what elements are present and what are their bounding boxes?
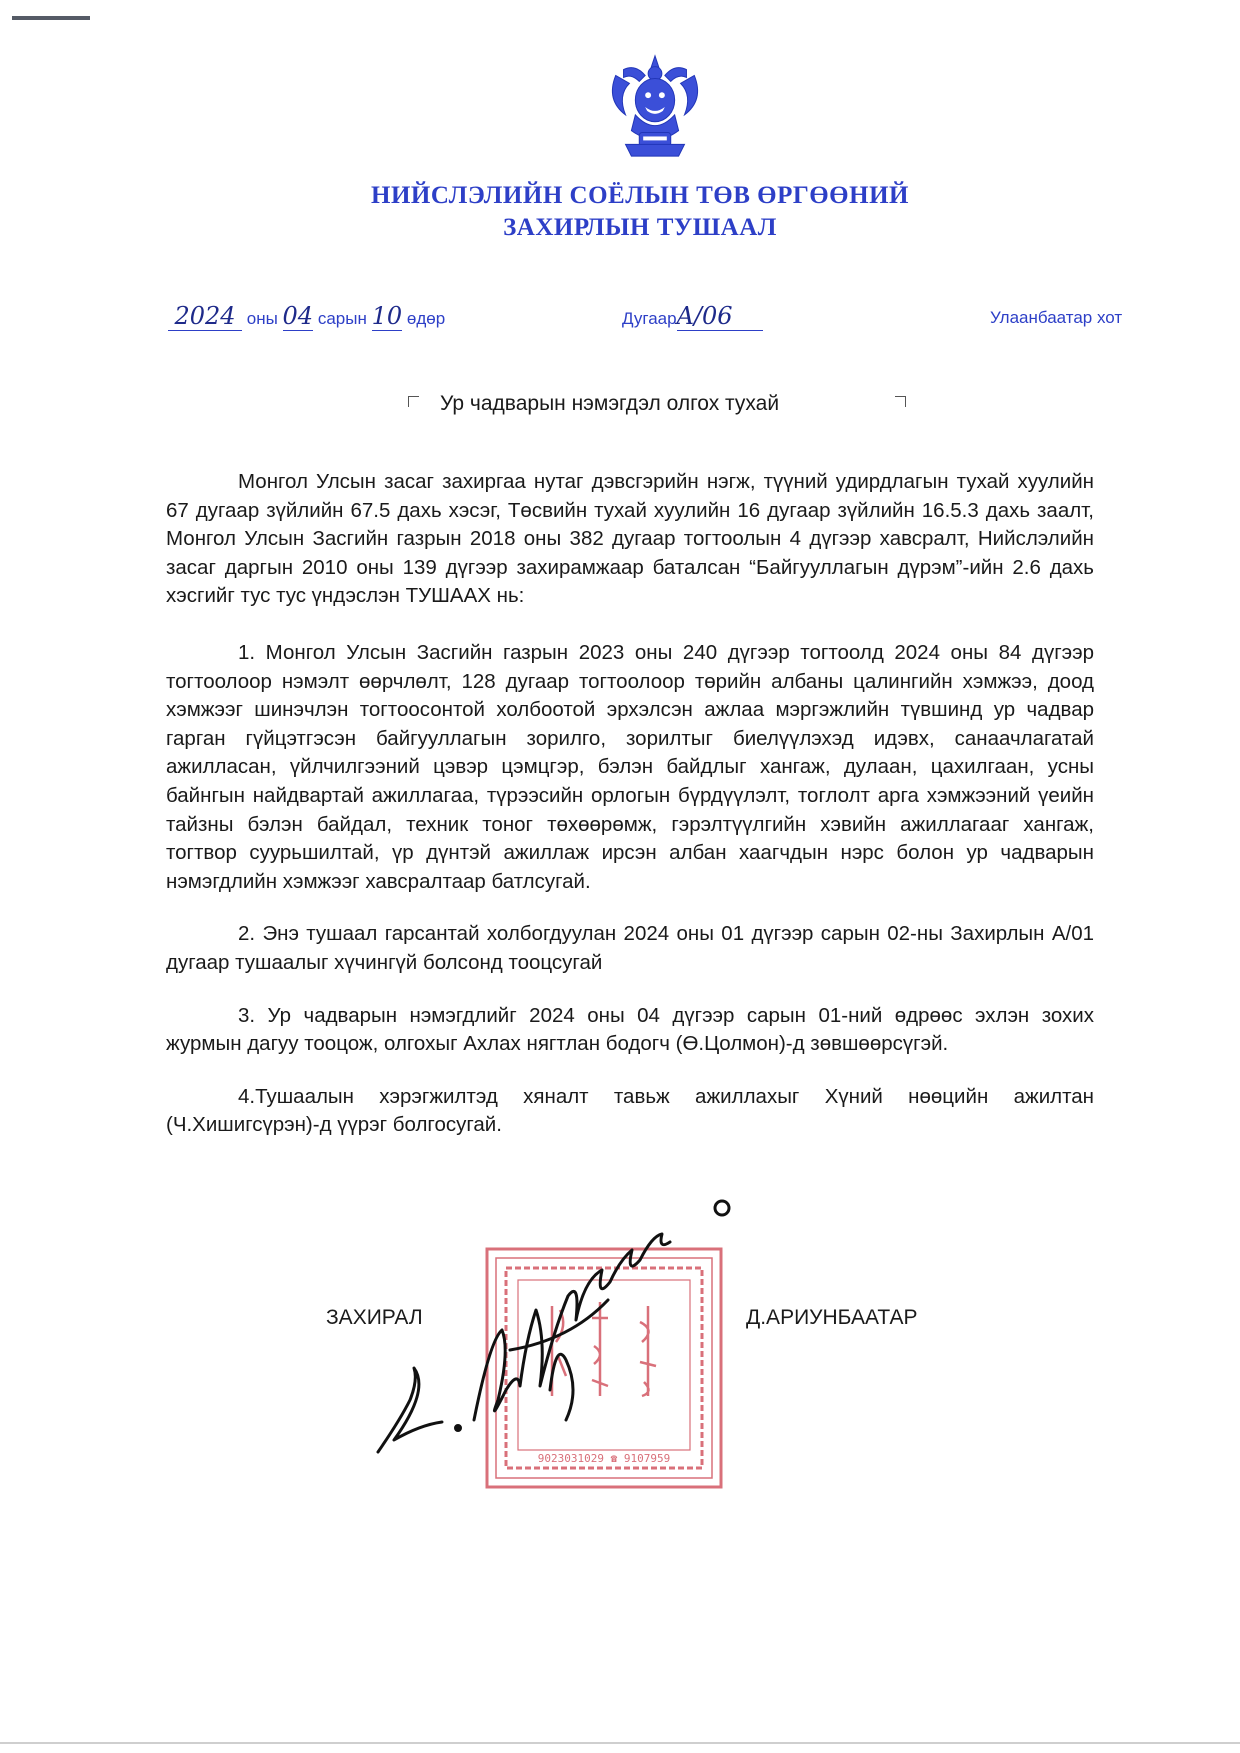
document-body xyxy=(166,468,1094,1164)
scan-edge-line xyxy=(0,1742,1240,1744)
order-item-3: 3. Ур чадварын нэмэгдлийг 2024 оны 04 дүгээр сарын 01-ний өдрөөс эхлэн зохих журмын дагуу тооцож, олгохыг Ахлах нягтлан бодогч (Ө.Цолмон)-д зөвшөөрсүгэй. xyxy=(166,1003,1094,1056)
order-item-2: 2. Энэ тушаал гарсантай холбогдуулан 2024 оны 01 дүгээр сарын 02-ны Захирлын А/01 дугаар тушаалыг хүчингүй болсонд тооцсугай xyxy=(166,922,1094,974)
date-line xyxy=(168,302,445,331)
order-label: Дугаар xyxy=(622,309,677,328)
handwritten-signature xyxy=(370,1190,740,1470)
order-item-4: 4.Тушаалын хэрэгжилтэд хяналт тавьж ажиллахыг Хүний нөөцийн ажилтан (Ч.Хишигсүрэн)-д үүрэг болгосугай. xyxy=(166,1084,1094,1137)
org-title-line1: НИЙСЛЭЛИЙН СОЁЛЫН ТӨВ ӨРГӨӨНИЙ xyxy=(371,182,909,209)
year-suffix: оны xyxy=(246,309,278,328)
month-suffix: сарын xyxy=(317,309,367,328)
day-suffix: өдөр xyxy=(406,309,446,328)
order-item-1: 1. Монгол Улсын Засгийн газрын 2023 оны 240 дүгээр тогтоолд 2024 оны 84 дүгээр тогтоолоор нэмэлт өөрчлөлт, 128 дугаар тогтоолоор төрийн албаны цалингийн хэмжээ, доод хэмжээг шинэчлэн тогтоосонтой холбоотой эрхэлсэн ажлаа мэргэжлийн түвшинд ур чадвар гарган гүйцэтгэсэн байгууллагын зорилго, зорилтыг биелүүлэхэд идэвх, санаачлагатай ажилласан, үйлчилгээний цэвэр цэмцгэр, бэлэн байдлыг хангаж, дулаан, цахилгаан, усны байнгын найдвартай ажиллагаа, түрээсийн орлогын бүрдүүлэлт, тоглолт арга хэмжээний үеийн тайзны бэлэн байдал, техник тоног төхөөрөмж, гэрэлтүүлгийн хэвийн ажиллагааг хангаж, тогтвор суурьшилтай, үр дүнтэй ажиллаж ирсэн албан хаагчдын нэрс болон ур чадварын нэмэгдлийн хэмжээг хавсралтаар батлсугай. xyxy=(166,640,1094,893)
signatory-position: ЗАХИРАЛ xyxy=(326,1306,423,1329)
scan-artifact-mark xyxy=(12,16,90,20)
subject-bracket-left xyxy=(408,396,419,407)
date-day: 10 xyxy=(371,302,403,330)
preamble-paragraph: Монгол Улсын засаг захиргаа нутаг дэвсгэрийн нэгж, түүний удирдлагын тухай хуулийн 67 дугаар зүйлийн 67.5 дахь хэсэг, Төсвийн тухай хуулийн 16 дугаар зүйлийн 16.5.3 дахь заалт, Монгол Улсын Засгийн газрын 2018 оны 382 дугаар тогтоолын 4 дүгээр хавсралт, Нийслэлийн засаг даргын 2010 оны 139 дүгээр захирамжаар баталсан “Байгууллагын дүрэм”-ийн 2.6 дахь хэсгийг тус тус үндэслэн ТУШААХ нь: xyxy=(166,470,1094,608)
date-month: 04 xyxy=(282,302,314,330)
signatory-name: Д.АРИУНБААТАР xyxy=(746,1306,918,1329)
order-number: A/06 xyxy=(677,302,763,331)
subject-bracket-right xyxy=(895,396,906,407)
document-subject: Ур чадварын нэмэгдэл олгох тухай xyxy=(440,392,780,415)
city-label: Улаанбаатар хот xyxy=(990,308,1123,327)
org-title-line2: ЗАХИРЛЫН ТУШААЛ xyxy=(503,214,777,241)
stamp-phone-numbers: 9023031029 ☎ 9107959 xyxy=(537,1452,671,1465)
date-year: 2024 xyxy=(168,302,242,331)
document-heading xyxy=(260,180,1020,244)
state-emblem-icon xyxy=(596,46,714,164)
order-number-line xyxy=(622,302,763,331)
